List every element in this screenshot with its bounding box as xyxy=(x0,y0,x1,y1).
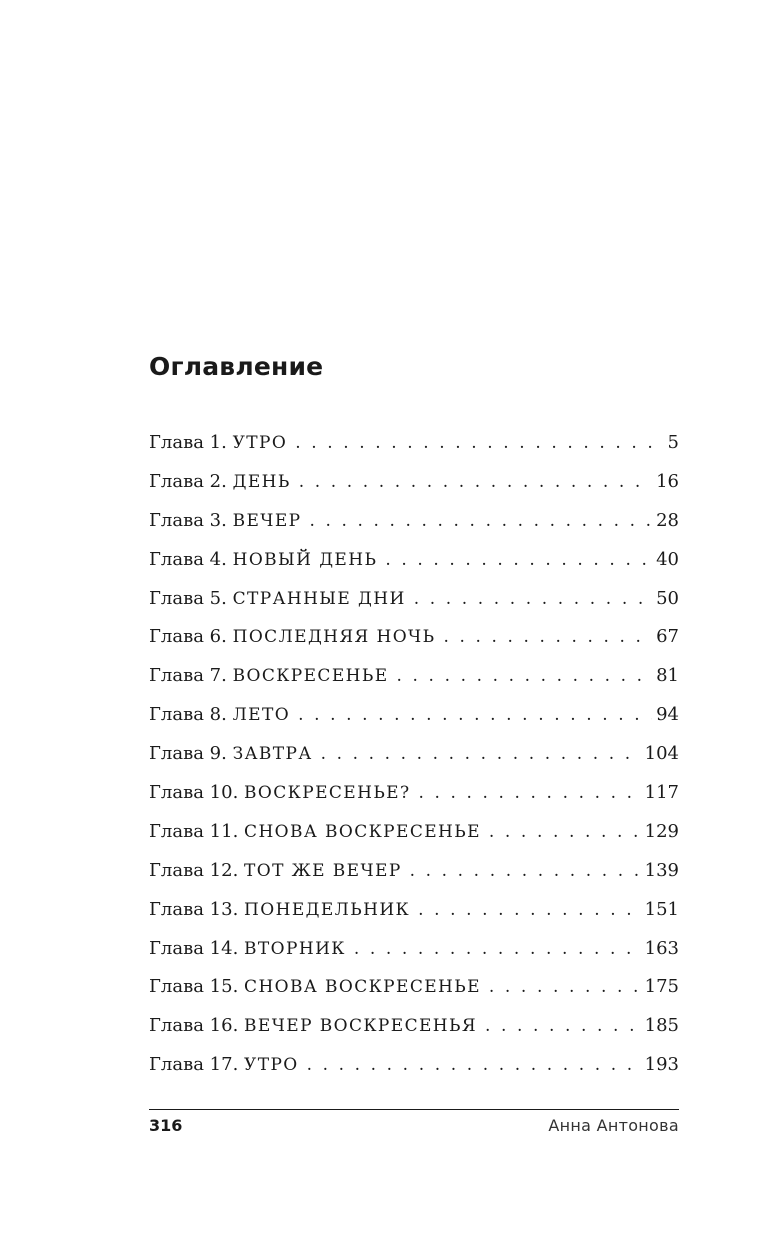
footer-divider xyxy=(149,1109,679,1110)
toc-chapter-title: НОВЫЙ ДЕНЬ xyxy=(232,549,378,570)
toc-entry-label xyxy=(149,618,435,657)
toc-chapter-title: ВЕЧЕР xyxy=(232,510,302,531)
toc-chapter-title: СТРАННЫЕ ДНИ xyxy=(232,588,406,609)
toc-chapter-number: Глава 1. xyxy=(149,432,227,453)
footer-author: Анна Антонова xyxy=(548,1116,679,1135)
toc-entry-label xyxy=(149,463,291,502)
toc-entry-label xyxy=(149,968,481,1007)
toc-page-number: 28 xyxy=(656,509,679,531)
toc-entry-label xyxy=(149,930,346,969)
toc-entry-label xyxy=(149,735,313,774)
toc-entry-label xyxy=(149,696,290,735)
toc-entry xyxy=(149,813,679,852)
toc-entry-label xyxy=(149,541,377,580)
toc-entry xyxy=(149,657,679,696)
toc-dot-leader xyxy=(354,930,641,969)
toc-entry xyxy=(149,891,679,930)
toc-entry-label xyxy=(149,657,389,696)
toc-chapter-number: Глава 8. xyxy=(149,704,227,726)
toc-page-number: 193 xyxy=(644,1054,679,1076)
toc-entry xyxy=(149,618,679,657)
toc-entry-label xyxy=(149,774,411,813)
toc-chapter-number: Глава 13. xyxy=(149,898,239,920)
toc-entry xyxy=(149,735,679,774)
toc-page-number: 50 xyxy=(656,587,679,609)
toc-entry xyxy=(149,774,679,813)
toc-chapter-number: Глава 2. xyxy=(149,470,227,492)
toc-entry-label xyxy=(149,813,481,852)
toc-page-number: 175 xyxy=(644,976,679,998)
toc-dot-leader xyxy=(489,968,641,1007)
toc-page-number: 81 xyxy=(656,665,679,687)
toc-chapter-number: Глава 6. xyxy=(149,626,227,648)
toc-dot-leader xyxy=(298,696,652,735)
toc-dot-leader xyxy=(295,424,663,463)
toc-page-number: 163 xyxy=(644,937,679,959)
toc-chapter-number: Глава 15. xyxy=(149,976,239,998)
toc-chapter-title: ПОСЛЕДНЯЯ НОЧЬ xyxy=(232,627,436,648)
toc-chapter-title: ДЕНЬ xyxy=(232,471,291,492)
toc-entry xyxy=(149,424,679,463)
toc-chapter-title: СНОВА ВОСКРЕСЕНЬЕ xyxy=(244,821,481,842)
toc-page-number: 151 xyxy=(644,898,679,920)
toc-dot-leader xyxy=(410,852,641,891)
toc-entry xyxy=(149,852,679,891)
toc-chapter-title: ВТОРНИК xyxy=(244,938,346,959)
toc-dot-leader xyxy=(385,541,652,580)
toc-chapter-title: ВОСКРЕСЕНЬЕ xyxy=(232,666,389,687)
toc-page-number: 16 xyxy=(656,470,679,492)
toc-dot-leader xyxy=(299,463,652,502)
toc-chapter-title: ЗАВТРА xyxy=(232,744,313,765)
toc-entry xyxy=(149,580,679,619)
toc-page-number: 5 xyxy=(667,432,679,453)
toc-chapter-title: СНОВА ВОСКРЕСЕНЬЕ xyxy=(244,977,481,998)
toc-chapter-title: ВЕЧЕР ВОСКРЕСЕНЬЯ xyxy=(244,1016,477,1037)
toc-chapter-number: Глава 14. xyxy=(149,937,239,959)
toc-chapter-number: Глава 5. xyxy=(149,587,227,609)
toc-entry-label xyxy=(149,1007,477,1046)
toc-chapter-title: ВОСКРЕСЕНЬЕ? xyxy=(244,783,411,804)
toc-dot-leader xyxy=(307,1046,641,1085)
toc-page-number: 139 xyxy=(644,859,679,881)
toc-entry xyxy=(149,502,679,541)
toc-entry xyxy=(149,930,679,969)
toc-entry xyxy=(149,1007,679,1046)
toc-dot-leader xyxy=(418,891,641,930)
table-of-contents xyxy=(149,424,679,1085)
toc-entry xyxy=(149,968,679,1007)
toc-page-number: 117 xyxy=(644,782,679,804)
toc-entry-label xyxy=(149,852,402,891)
toc-chapter-number: Глава 12. xyxy=(149,859,239,881)
toc-dot-leader xyxy=(414,580,652,619)
toc-dot-leader xyxy=(397,657,653,696)
toc-chapter-title: УТРО xyxy=(244,1055,299,1076)
toc-dot-leader xyxy=(321,735,641,774)
toc-entry xyxy=(149,541,679,580)
toc-chapter-number: Глава 17. xyxy=(149,1054,239,1076)
toc-chapter-title: ПОНЕДЕЛЬНИК xyxy=(244,899,411,920)
toc-chapter-number: Глава 3. xyxy=(149,509,227,531)
toc-page-number: 40 xyxy=(656,548,679,570)
toc-dot-leader xyxy=(419,774,641,813)
toc-entry-label xyxy=(149,424,287,463)
toc-entry xyxy=(149,463,679,502)
toc-dot-leader xyxy=(309,502,652,541)
toc-entry-label xyxy=(149,1046,299,1085)
toc-dot-leader xyxy=(489,813,641,852)
toc-entry-label xyxy=(149,502,301,541)
toc-page-number: 104 xyxy=(644,743,679,765)
toc-entry-label xyxy=(149,580,406,619)
toc-title: Оглавление xyxy=(149,352,324,381)
toc-chapter-title: ЛЕТО xyxy=(232,705,291,726)
footer-page-number: 316 xyxy=(149,1116,183,1135)
toc-entry xyxy=(149,696,679,735)
toc-dot-leader xyxy=(443,618,652,657)
toc-page-number: 94 xyxy=(656,704,679,726)
toc-chapter-title: ТОТ ЖЕ ВЕЧЕР xyxy=(244,860,402,881)
toc-entry-label xyxy=(149,891,410,930)
toc-page-number: 129 xyxy=(644,820,679,842)
toc-chapter-number: Глава 9. xyxy=(149,743,227,765)
toc-chapter-number: Глава 10. xyxy=(149,782,239,804)
toc-entry xyxy=(149,1046,679,1085)
toc-page-number: 185 xyxy=(644,1015,679,1037)
toc-chapter-title: УТРО xyxy=(232,433,288,453)
toc-dot-leader xyxy=(485,1007,641,1046)
toc-chapter-number: Глава 16. xyxy=(149,1015,239,1037)
toc-chapter-number: Глава 4. xyxy=(149,548,227,570)
toc-chapter-number: Глава 11. xyxy=(149,820,239,842)
toc-chapter-number: Глава 7. xyxy=(149,665,227,687)
toc-page-number: 67 xyxy=(656,626,679,648)
